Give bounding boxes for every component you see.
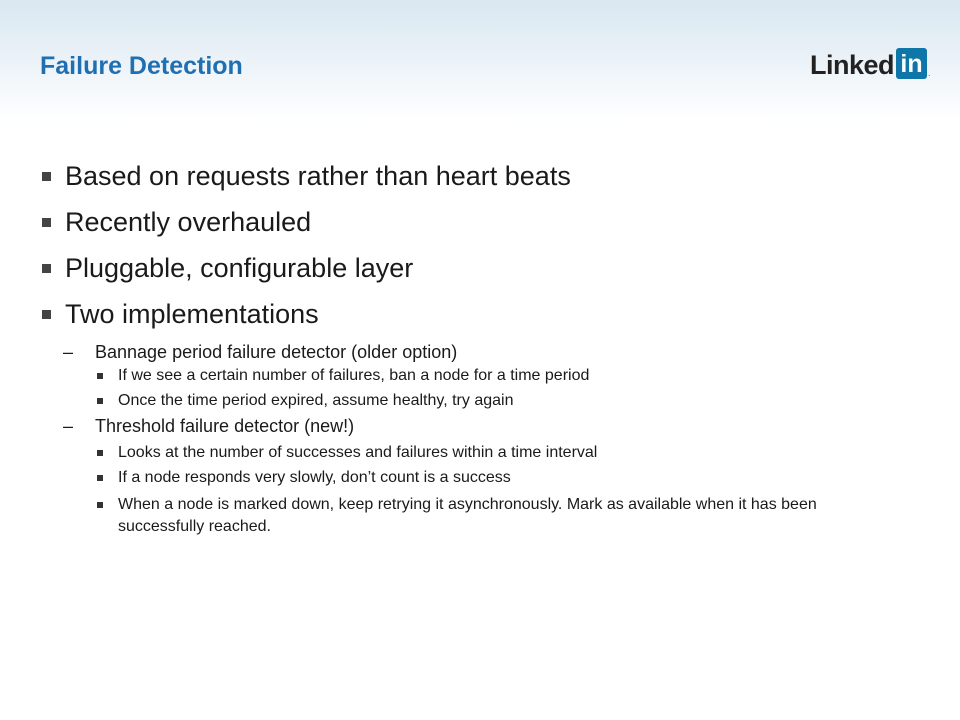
dash-marker: –	[63, 341, 74, 362]
square-bullet-icon	[42, 218, 51, 227]
dash-marker: –	[63, 415, 74, 436]
sub-item-text: Bannage period failure detector (older option)	[95, 342, 458, 362]
sub-item	[63, 340, 457, 364]
square-bullet-icon	[42, 172, 51, 181]
logo-wordmark: Linked	[810, 50, 895, 80]
sub-sub-item-text: Looks at the number of successes and failures within a time interval	[118, 444, 598, 461]
sub-sub-item	[97, 467, 897, 489]
sub-sub-item	[97, 494, 897, 538]
bullet-text: Recently overhauled	[65, 207, 312, 237]
square-bullet-icon	[97, 398, 103, 404]
square-bullet-icon	[42, 264, 51, 273]
logo-mark: .	[928, 68, 931, 78]
slide-title: Failure Detection	[40, 52, 243, 80]
square-bullet-icon	[97, 373, 103, 379]
sub-item	[63, 414, 354, 438]
sub-item-text: Threshold failure detector (new!)	[95, 416, 355, 436]
bullet-text: Two implementations	[65, 299, 319, 329]
square-bullet-icon	[97, 502, 103, 508]
sub-sub-item-text: If we see a certain number of failures, ban a node for a time period	[118, 367, 590, 384]
square-bullet-icon	[97, 450, 103, 456]
sub-sub-item	[97, 390, 897, 412]
square-bullet-icon	[42, 310, 51, 319]
square-bullet-icon	[97, 475, 103, 481]
sub-sub-item-text: Once the time period expired, assume healthy, try again	[118, 392, 514, 409]
bullet-text: Pluggable, configurable layer	[65, 253, 414, 283]
bullet-item	[40, 202, 311, 242]
bullet-text: Based on requests rather than heart beats	[65, 161, 571, 191]
linkedin-logo	[810, 48, 931, 80]
sub-sub-item	[97, 365, 897, 387]
sub-sub-item	[97, 442, 897, 464]
logo-in-box: in	[896, 48, 927, 79]
bullet-item	[40, 248, 413, 288]
bullet-item	[40, 156, 571, 196]
sub-sub-item-text: If a node responds very slowly, don’t count is a success	[118, 469, 511, 486]
bullet-item	[40, 294, 319, 334]
sub-sub-item-text: When a node is marked down, keep retrying it asynchronously. Mark as available when it has been successfully reached.	[118, 496, 817, 535]
